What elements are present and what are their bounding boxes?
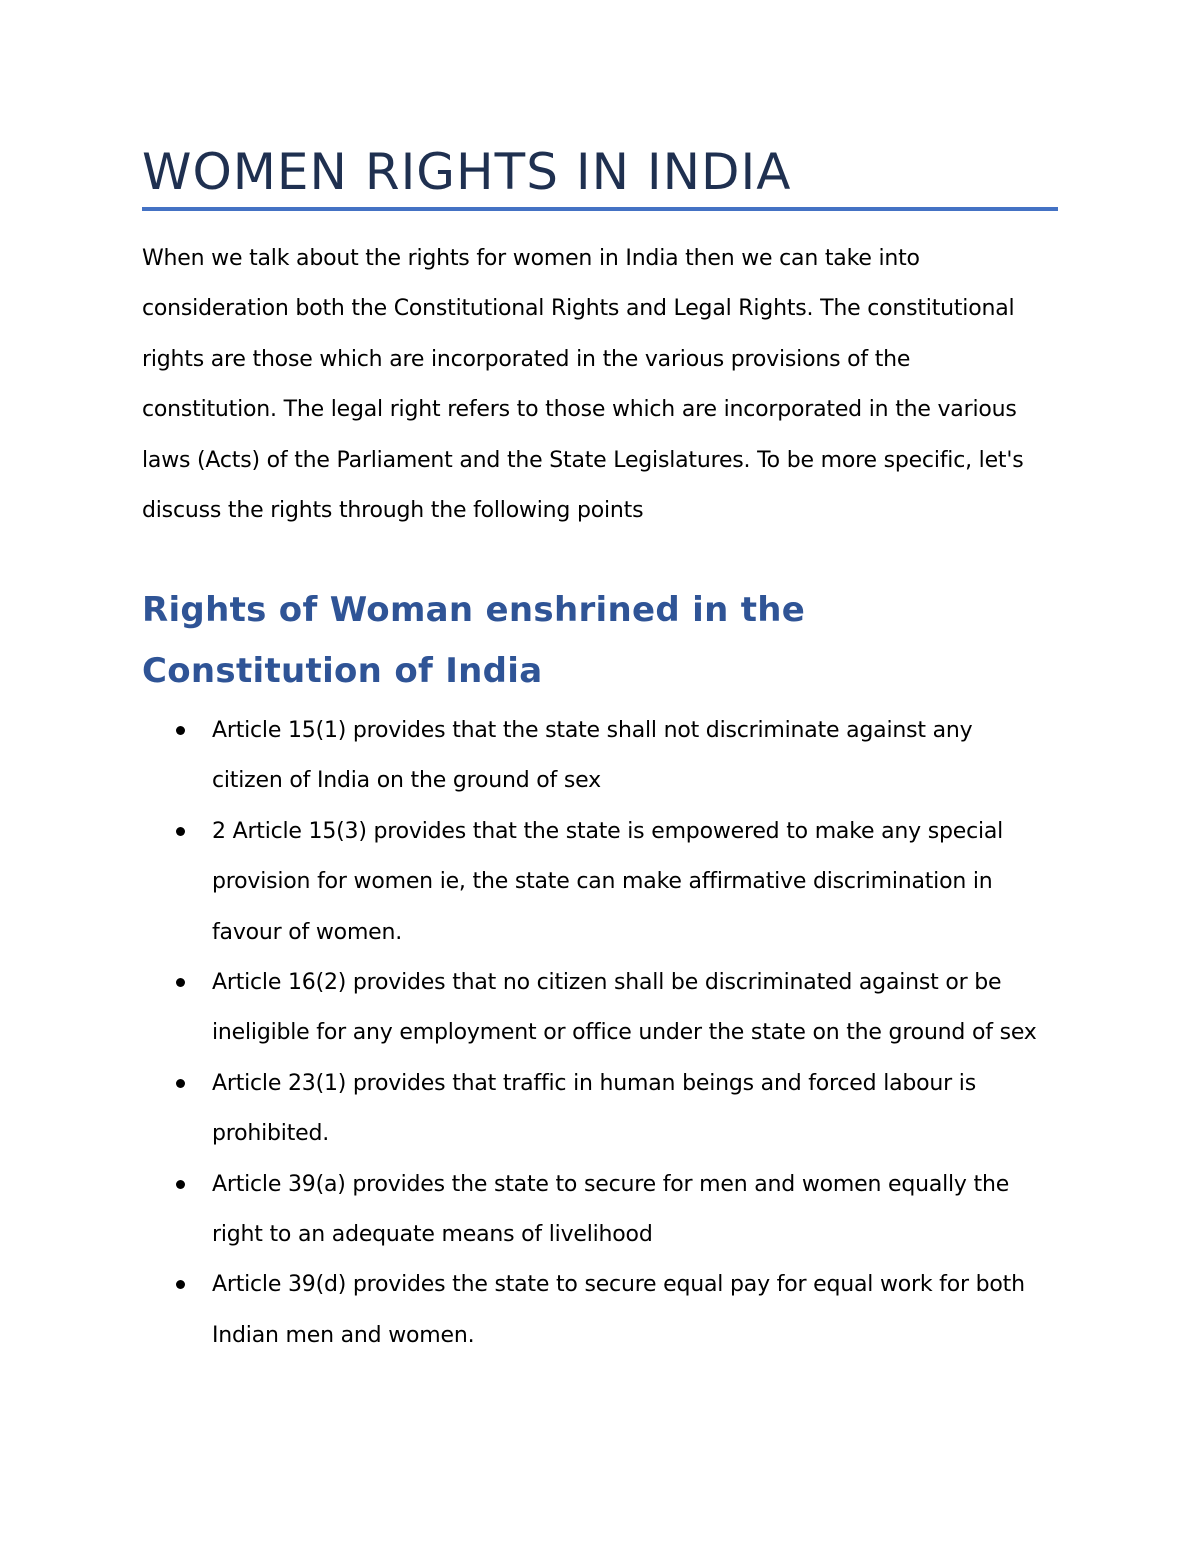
list-item — [142, 1260, 1082, 1361]
bullet-icon — [176, 978, 185, 987]
list-item-line: Article 15(1) provides that the state shall not discriminate against any — [212, 718, 973, 743]
list-item-line: Article 39(d) provides the state to secure equal pay for equal work for both — [212, 1272, 1025, 1298]
rights-list — [142, 706, 1082, 1361]
list-item-line: Article 23(1) provides that traffic in human beings and forced labour is — [212, 1070, 976, 1096]
list-item-line: ineligible for any employment or office under the state on the ground of sex — [212, 1020, 1037, 1046]
list-item-line: Indian men and women. — [212, 1322, 475, 1348]
bullet-icon — [176, 1079, 185, 1088]
list-item — [142, 807, 1082, 958]
list-item-line: provision for women ie, the state can make affirmative discrimination in — [212, 869, 993, 895]
list-item-line: 2 Article 15(3) provides that the state is empowered to make any special — [212, 818, 1004, 844]
document-title: WOMEN RIGHTS IN INDIA — [142, 143, 792, 201]
intro-line: rights are those which are incorporated in the various provisions of the — [142, 346, 911, 372]
intro-line: discuss the rights through the following points — [142, 498, 644, 524]
section-heading — [142, 580, 805, 702]
list-item — [142, 706, 1082, 807]
intro-line: constitution. The legal right refers to those which are incorporated in the various — [142, 397, 1017, 423]
list-item-line: prohibited. — [212, 1121, 330, 1147]
list-item-line: right to an adequate means of livelihood — [212, 1222, 653, 1248]
intro-line: laws (Acts) of the Parliament and the State Legislatures. To be more specific, let's — [142, 447, 1024, 473]
list-item-line: citizen of India on the ground of sex — [212, 768, 601, 794]
list-item-line: Article 16(2) provides that no citizen shall be discriminated against or be — [212, 970, 1002, 996]
bullet-icon — [176, 827, 185, 836]
section-heading-line: Rights of Woman enshrined in the — [142, 590, 806, 630]
section-heading-line: Constitution of India — [142, 651, 543, 691]
title-underline — [142, 207, 1058, 211]
bullet-icon — [176, 1280, 185, 1289]
list-item-line: Article 39(a) provides the state to secure for men and women equally the — [212, 1171, 1010, 1197]
bullet-icon — [176, 1180, 185, 1189]
intro-line: consideration both the Constitutional Rights and Legal Rights. The constitutional — [142, 296, 1015, 322]
intro-paragraph — [142, 234, 1058, 536]
bullet-icon — [176, 726, 185, 735]
list-item-line: favour of women. — [212, 919, 403, 945]
list-item — [142, 958, 1082, 1059]
intro-line: When we talk about the rights for women in India then we can take into — [142, 246, 920, 271]
list-item — [142, 1160, 1082, 1261]
list-item — [142, 1059, 1082, 1160]
